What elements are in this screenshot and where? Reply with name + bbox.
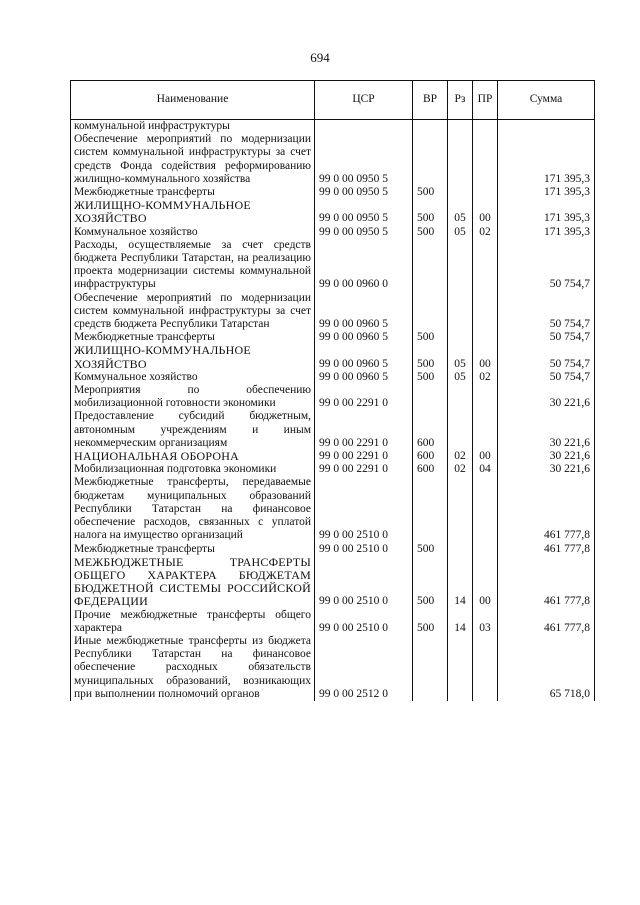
table-row: [71, 556, 595, 609]
cell-rz: [448, 384, 473, 410]
cell-name: Мероприятия по обеспечению мобилизационной готовности экономики: [71, 384, 315, 410]
page-number: 694: [310, 50, 330, 65]
cell-pr: 02: [473, 371, 498, 384]
cell-name: Коммунальное хозяйство: [71, 226, 315, 239]
table-row: [71, 133, 595, 186]
cell-sum: 50 754,7: [498, 371, 595, 384]
cell-csr: [315, 120, 413, 134]
cell-csr: 99 0 00 0960 5: [315, 344, 413, 370]
header-name: Наименование: [71, 81, 315, 120]
cell-rz: [448, 410, 473, 450]
cell-pr: 00: [473, 450, 498, 463]
table-body: [71, 120, 595, 701]
cell-csr: 99 0 00 2510 0: [315, 543, 413, 556]
cell-name: ЖИЛИЩНО-КОММУНАЛЬНОЕ ХОЗЯЙСТВО: [71, 199, 315, 225]
table-row: [71, 371, 595, 384]
table-row: [71, 292, 595, 332]
cell-vr: 500: [413, 186, 448, 199]
cell-name: ЖИЛИЩНО-КОММУНАЛЬНОЕ ХОЗЯЙСТВО: [71, 344, 315, 370]
cell-csr: 99 0 00 0960 0: [315, 239, 413, 292]
cell-vr: 600: [413, 410, 448, 450]
cell-rz: 02: [448, 450, 473, 463]
cell-rz: [448, 120, 473, 134]
cell-sum: 50 754,7: [498, 239, 595, 292]
cell-name: Межбюджетные трансферты: [71, 543, 315, 556]
cell-sum: 50 754,7: [498, 344, 595, 370]
table-row: [71, 609, 595, 635]
cell-pr: 04: [473, 463, 498, 476]
cell-vr: 600: [413, 463, 448, 476]
cell-name: Иные межбюджетные трансферты из бюджета Республики Татарстан на финансовое обеспечение расходных обязательств муниципальных образований, возникающих при выполнении полномочий органов: [71, 635, 315, 701]
cell-vr: 500: [413, 344, 448, 370]
cell-csr: 99 0 00 0960 5: [315, 371, 413, 384]
cell-vr: [413, 239, 448, 292]
cell-vr: [413, 292, 448, 332]
table-row: [71, 239, 595, 292]
table-row: [71, 120, 595, 134]
cell-vr: [413, 476, 448, 542]
cell-name: Расходы, осуществляемые за счет средств бюджета Республики Татарстан, на реализацию проекта модернизации системы коммунальной инфраструктуры: [71, 239, 315, 292]
cell-vr: 600: [413, 450, 448, 463]
cell-pr: [473, 476, 498, 542]
table-row: [71, 450, 595, 463]
cell-vr: [413, 635, 448, 701]
cell-vr: 500: [413, 371, 448, 384]
header-row: [71, 81, 595, 120]
cell-csr: 99 0 00 0950 5: [315, 133, 413, 186]
cell-csr: 99 0 00 2291 0: [315, 450, 413, 463]
cell-sum: 50 754,7: [498, 292, 595, 332]
cell-rz: [448, 239, 473, 292]
header-pr: ПР: [473, 81, 498, 120]
cell-pr: [473, 543, 498, 556]
cell-vr: [413, 120, 448, 134]
cell-sum: 65 718,0: [498, 635, 595, 701]
cell-rz: 05: [448, 226, 473, 239]
cell-rz: 14: [448, 556, 473, 609]
cell-rz: [448, 635, 473, 701]
cell-pr: [473, 292, 498, 332]
table-row: [71, 410, 595, 450]
cell-csr: 99 0 00 2510 0: [315, 556, 413, 609]
budget-table: [70, 80, 595, 701]
table-header: [71, 81, 595, 120]
cell-vr: 500: [413, 226, 448, 239]
cell-rz: 14: [448, 609, 473, 635]
cell-pr: 00: [473, 344, 498, 370]
table-row: [71, 635, 595, 701]
cell-rz: [448, 331, 473, 344]
cell-vr: 500: [413, 199, 448, 225]
cell-pr: 02: [473, 226, 498, 239]
cell-vr: [413, 133, 448, 186]
cell-sum: 50 754,7: [498, 331, 595, 344]
cell-sum: 171 395,3: [498, 199, 595, 225]
table-row: [71, 476, 595, 542]
cell-pr: [473, 133, 498, 186]
cell-vr: 500: [413, 609, 448, 635]
cell-pr: [473, 120, 498, 134]
cell-csr: 99 0 00 2510 0: [315, 609, 413, 635]
cell-vr: [413, 384, 448, 410]
cell-sum: 30 221,6: [498, 410, 595, 450]
cell-pr: 00: [473, 556, 498, 609]
cell-vr: 500: [413, 556, 448, 609]
cell-pr: [473, 635, 498, 701]
cell-sum: 461 777,8: [498, 543, 595, 556]
cell-name: НАЦИОНАЛЬНАЯ ОБОРОНА: [71, 450, 315, 463]
cell-sum: 30 221,6: [498, 384, 595, 410]
cell-rz: [448, 186, 473, 199]
cell-rz: 05: [448, 344, 473, 370]
table-row: [71, 344, 595, 370]
cell-sum: 171 395,3: [498, 186, 595, 199]
cell-rz: 02: [448, 463, 473, 476]
cell-name: Предоставление субсидий бюджетным, автономным учреждениям и иным некоммерческим организациям: [71, 410, 315, 450]
cell-csr: 99 0 00 0950 5: [315, 199, 413, 225]
cell-csr: 99 0 00 0960 5: [315, 292, 413, 332]
cell-name: Коммунальное хозяйство: [71, 371, 315, 384]
cell-pr: [473, 239, 498, 292]
cell-csr: 99 0 00 2291 0: [315, 384, 413, 410]
cell-pr: [473, 384, 498, 410]
cell-rz: 05: [448, 199, 473, 225]
budget-table-container: [70, 80, 594, 701]
cell-csr: 99 0 00 2291 0: [315, 410, 413, 450]
cell-csr: 99 0 00 2512 0: [315, 635, 413, 701]
cell-csr: 99 0 00 0950 5: [315, 226, 413, 239]
cell-sum: [498, 120, 595, 134]
header-rz: Рз: [448, 81, 473, 120]
table-row: [71, 384, 595, 410]
cell-name: Межбюджетные трансферты: [71, 186, 315, 199]
header-sum: Сумма: [498, 81, 595, 120]
cell-csr: 99 0 00 2510 0: [315, 476, 413, 542]
cell-sum: 171 395,3: [498, 133, 595, 186]
cell-pr: [473, 410, 498, 450]
cell-name: коммунальной инфраструктуры: [71, 120, 315, 134]
cell-vr: 500: [413, 331, 448, 344]
cell-csr: 99 0 00 2291 0: [315, 463, 413, 476]
cell-name: Мобилизационная подготовка экономики: [71, 463, 315, 476]
table-row: [71, 199, 595, 225]
cell-sum: 30 221,6: [498, 463, 595, 476]
table-row: [71, 543, 595, 556]
cell-name: МЕЖБЮДЖЕТНЫЕ ТРАНСФЕРТЫ ОБЩЕГО ХАРАКТЕРА БЮДЖЕТАМ БЮДЖЕТНОЙ СИСТЕМЫ РОССИЙСКОЙ ФЕДЕРАЦИИ: [71, 556, 315, 609]
cell-rz: [448, 292, 473, 332]
cell-pr: 03: [473, 609, 498, 635]
cell-name: Прочие межбюджетные трансферты общего характера: [71, 609, 315, 635]
header-vr: ВР: [413, 81, 448, 120]
cell-rz: [448, 133, 473, 186]
cell-name: Межбюджетные трансферты: [71, 331, 315, 344]
cell-pr: [473, 331, 498, 344]
cell-sum: 30 221,6: [498, 450, 595, 463]
header-csr: ЦСР: [315, 81, 413, 120]
cell-sum: 461 777,8: [498, 609, 595, 635]
cell-name: Межбюджетные трансферты, передаваемые бюджетам муниципальных образований Республики Татарстан на финансовое обеспечение расходов, связанных с уплатой налога на имущество организаций: [71, 476, 315, 542]
cell-csr: 99 0 00 0960 5: [315, 331, 413, 344]
cell-csr: 99 0 00 0950 5: [315, 186, 413, 199]
cell-vr: 500: [413, 543, 448, 556]
cell-sum: 461 777,8: [498, 556, 595, 609]
cell-sum: 171 395,3: [498, 226, 595, 239]
cell-name: Обеспечение мероприятий по модернизации систем коммунальной инфраструктуры за счет средств Фонда содействия реформированию жилищно-коммунального хозяйства: [71, 133, 315, 186]
cell-rz: [448, 543, 473, 556]
cell-name: Обеспечение мероприятий по модернизации систем коммунальной инфраструктуры за счет средств бюджета Республики Татарстан: [71, 292, 315, 332]
cell-rz: [448, 476, 473, 542]
cell-sum: 461 777,8: [498, 476, 595, 542]
cell-rz: 05: [448, 371, 473, 384]
table-row: [71, 463, 595, 476]
cell-pr: 00: [473, 199, 498, 225]
cell-pr: [473, 186, 498, 199]
table-row: [71, 226, 595, 239]
